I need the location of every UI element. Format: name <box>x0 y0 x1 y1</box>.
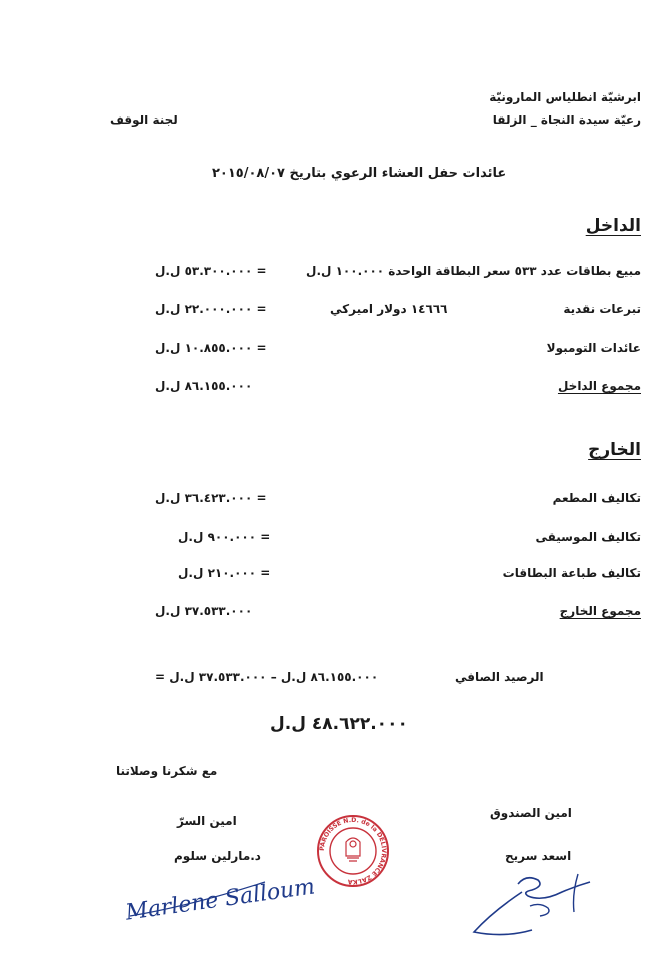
committee-label: لجنة الوقف <box>110 113 178 127</box>
income-item-label: تبرعات نقدية <box>563 302 641 316</box>
income-item-amount: = ٢٢.٠٠٠.٠٠٠ ل.ل <box>155 302 267 316</box>
svg-text:Marlene Salloum: Marlene Salloum <box>123 874 317 926</box>
org-line-2: رعيّة سيدة النجاة _ الزلقا <box>492 113 641 127</box>
net-balance-equation: ٨٦.١٥٥.٠٠٠ ل.ل – ٣٧.٥٣٣.٠٠٠ ل.ل = <box>155 670 379 684</box>
expense-item-amount: = ٣٦.٤٢٣.٠٠٠ ل.ل <box>155 491 267 505</box>
treasurer-title: امين الصندوق <box>490 806 572 820</box>
income-item-label: عائدات التومبولا <box>546 341 641 355</box>
net-balance-result: ٤٨.٦٢٢.٠٠٠ ل.ل <box>270 714 408 734</box>
expense-item-label: تكاليف الموسيقى <box>535 530 641 544</box>
secretary-signature <box>120 866 317 926</box>
treasurer-signature <box>460 862 600 942</box>
expenses-total-amount: ٣٧.٥٣٣.٠٠٠ ل.ل <box>155 604 253 618</box>
parish-stamp <box>316 814 390 888</box>
expense-item-amount: = ٢١٠.٠٠٠ ل.ل <box>178 566 271 580</box>
secretary-title: امين السرّ <box>177 814 237 828</box>
document-title: عائدات حفل العشاء الرعوي بتاريخ ٢٠١٥/٠٨/٠٧ <box>212 166 507 181</box>
income-item-amount: = ٥٣.٣٠٠.٠٠٠ ل.ل <box>155 264 267 278</box>
income-item-label: مبيع بطاقات عدد ٥٣٣ سعر البطاقة الواحدة ١٠٠.٠٠٠ ل.ل <box>306 264 641 278</box>
svg-text:PAROISSE N.D. de la DELIVRANCE: PAROISSE N.D. de la DELIVRANCE ZALKA <box>318 816 388 886</box>
org-line-1: ابرشيّة انطلياس المارونيّة <box>489 90 641 104</box>
income-item-note: ١٤٦٦٦ دولار اميركي <box>330 302 448 316</box>
treasurer-name: اسعد سريح <box>505 849 572 863</box>
income-total-label: مجموع الداخل <box>557 379 641 393</box>
income-total-amount: ٨٦.١٥٥.٠٠٠ ل.ل <box>155 379 253 393</box>
net-balance-label: الرصيد الصافي <box>455 670 544 684</box>
secretary-name: د.مارلين سلوم <box>174 849 261 863</box>
expenses-total-label: مجموع الخارج <box>559 604 641 618</box>
closing-line: مع شكرنا وصلاتنا <box>116 764 218 778</box>
expenses-heading: الخارج <box>588 440 641 460</box>
expense-item-label: تكاليف طباعة البطاقات <box>502 566 641 580</box>
expense-item-amount: = ٩٠٠.٠٠٠ ل.ل <box>178 530 271 544</box>
income-item-amount: = ١٠.٨٥٥.٠٠٠ ل.ل <box>155 341 267 355</box>
expense-item-label: تكاليف المطعم <box>552 491 641 505</box>
income-heading: الداخل <box>585 216 641 236</box>
